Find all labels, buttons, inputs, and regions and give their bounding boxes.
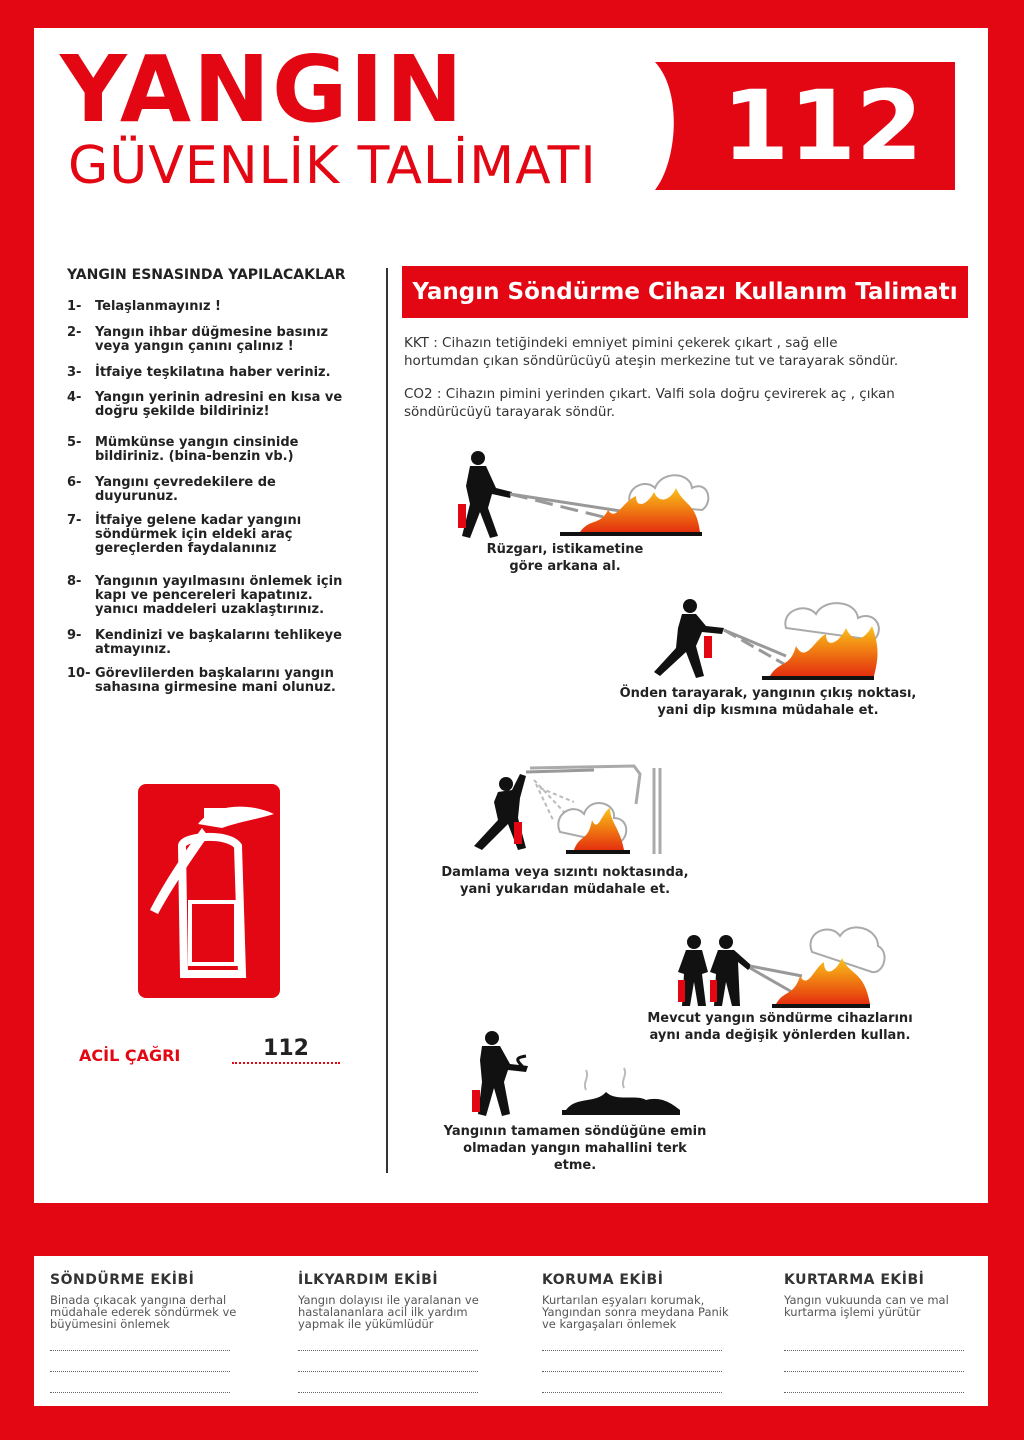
signature-line xyxy=(542,1330,722,1351)
team-title: KORUMA EKİBİ xyxy=(542,1272,664,1288)
signature-line xyxy=(298,1372,478,1393)
team-rescue xyxy=(784,1272,984,1393)
firefighter-icon xyxy=(458,451,512,538)
signature-line xyxy=(542,1351,722,1372)
step-5-caption: Yangının tamamen söndüğüne emin olmadan yangın mahallini terk etme. xyxy=(443,1124,707,1173)
step-2-caption: Önden tarayarak, yangının çıkış noktası, yani dip kısmına müdahale et. xyxy=(619,686,917,718)
step-1-caption: Rüzgarı, istikametine göre arkana al. xyxy=(486,542,644,574)
firefighter-icon xyxy=(678,935,752,1006)
fire-extinguisher-sign xyxy=(138,784,280,998)
co2-instruction: CO2 : Cihazın pimini yerinden çıkart. Valfi sola doğru çevirerek aç , çıkan söndürücüyü tarayarak söndür. xyxy=(404,386,895,420)
signature-line xyxy=(50,1372,230,1393)
team-description: Yangın vukuunda can ve mal kurtarma işlemi yürütür xyxy=(784,1293,949,1319)
page-title: YANGIN xyxy=(60,36,465,143)
firefighter-icon xyxy=(474,774,526,850)
signature-line xyxy=(50,1330,230,1351)
scene-multi-direction xyxy=(672,922,888,1012)
team-description: Yangın dolayısı ile yaralanan ve hastalananlara acil ilk yardım yapmak ile yükümlüdür xyxy=(298,1293,479,1331)
firefighter-icon xyxy=(472,1031,528,1116)
page-subtitle: GÜVENLİK TALİMATI xyxy=(68,136,597,196)
team-title: KURTARMA EKİBİ xyxy=(784,1272,925,1288)
column-divider xyxy=(386,268,388,1173)
team-first-aid xyxy=(298,1272,498,1393)
signature-line xyxy=(784,1351,964,1372)
step-3-caption: Damlama veya sızıntı noktasında, yani yukarıdan müdahale et. xyxy=(441,865,689,897)
team-description: Binada çıkacak yangına derhal müdahale ederek söndürmek ve büyümesini önlemek xyxy=(50,1293,237,1331)
team-protection xyxy=(542,1272,742,1393)
instructions-title: Yangın Söndürme Cihazı Kullanım Talimatı xyxy=(412,279,958,305)
signature-line xyxy=(784,1372,964,1393)
team-title: SÖNDÜRME EKİBİ xyxy=(50,1272,195,1288)
emergency-call-label: ACİL ÇAĞRI xyxy=(79,1046,181,1065)
signature-line xyxy=(542,1372,722,1393)
scene-wind-behind xyxy=(440,448,720,543)
step-4-caption: Mevcut yangın söndürme cihazlarını aynı anda değişik yönlerden kullan. xyxy=(647,1011,913,1043)
scene-extinguished xyxy=(466,1030,686,1120)
firefighter-icon xyxy=(654,599,724,678)
fire-extinguisher-icon xyxy=(138,784,280,998)
signature-line xyxy=(50,1351,230,1372)
team-title: İLKYARDIM EKİBİ xyxy=(298,1272,439,1288)
left-section-title: YANGIN ESNASINDA YAPILACAKLAR xyxy=(67,267,346,283)
signature-line xyxy=(298,1351,478,1372)
scene-drip-point xyxy=(464,762,668,858)
emergency-call-number: 112 xyxy=(232,1036,340,1064)
badge-number: 112 xyxy=(722,70,923,182)
scene-front-sweep xyxy=(646,598,896,686)
smoke-icon xyxy=(785,603,879,640)
signature-line xyxy=(784,1330,964,1351)
instructions-banner xyxy=(402,266,968,318)
kkt-instruction: KKT : Cihazın tetiğindeki emniyet pimini çekerek çıkart , sağ elle hortumdan çıkan söndürücüyü ateşin merkezine tut ve tarayarak söndür. xyxy=(404,335,899,369)
team-description: Kurtarılan eşyaları korumak, Yangından sonra meydana Panik ve kargaşaları önlemek xyxy=(542,1293,729,1331)
signature-line xyxy=(298,1330,478,1351)
team-extinguishing xyxy=(50,1272,250,1393)
